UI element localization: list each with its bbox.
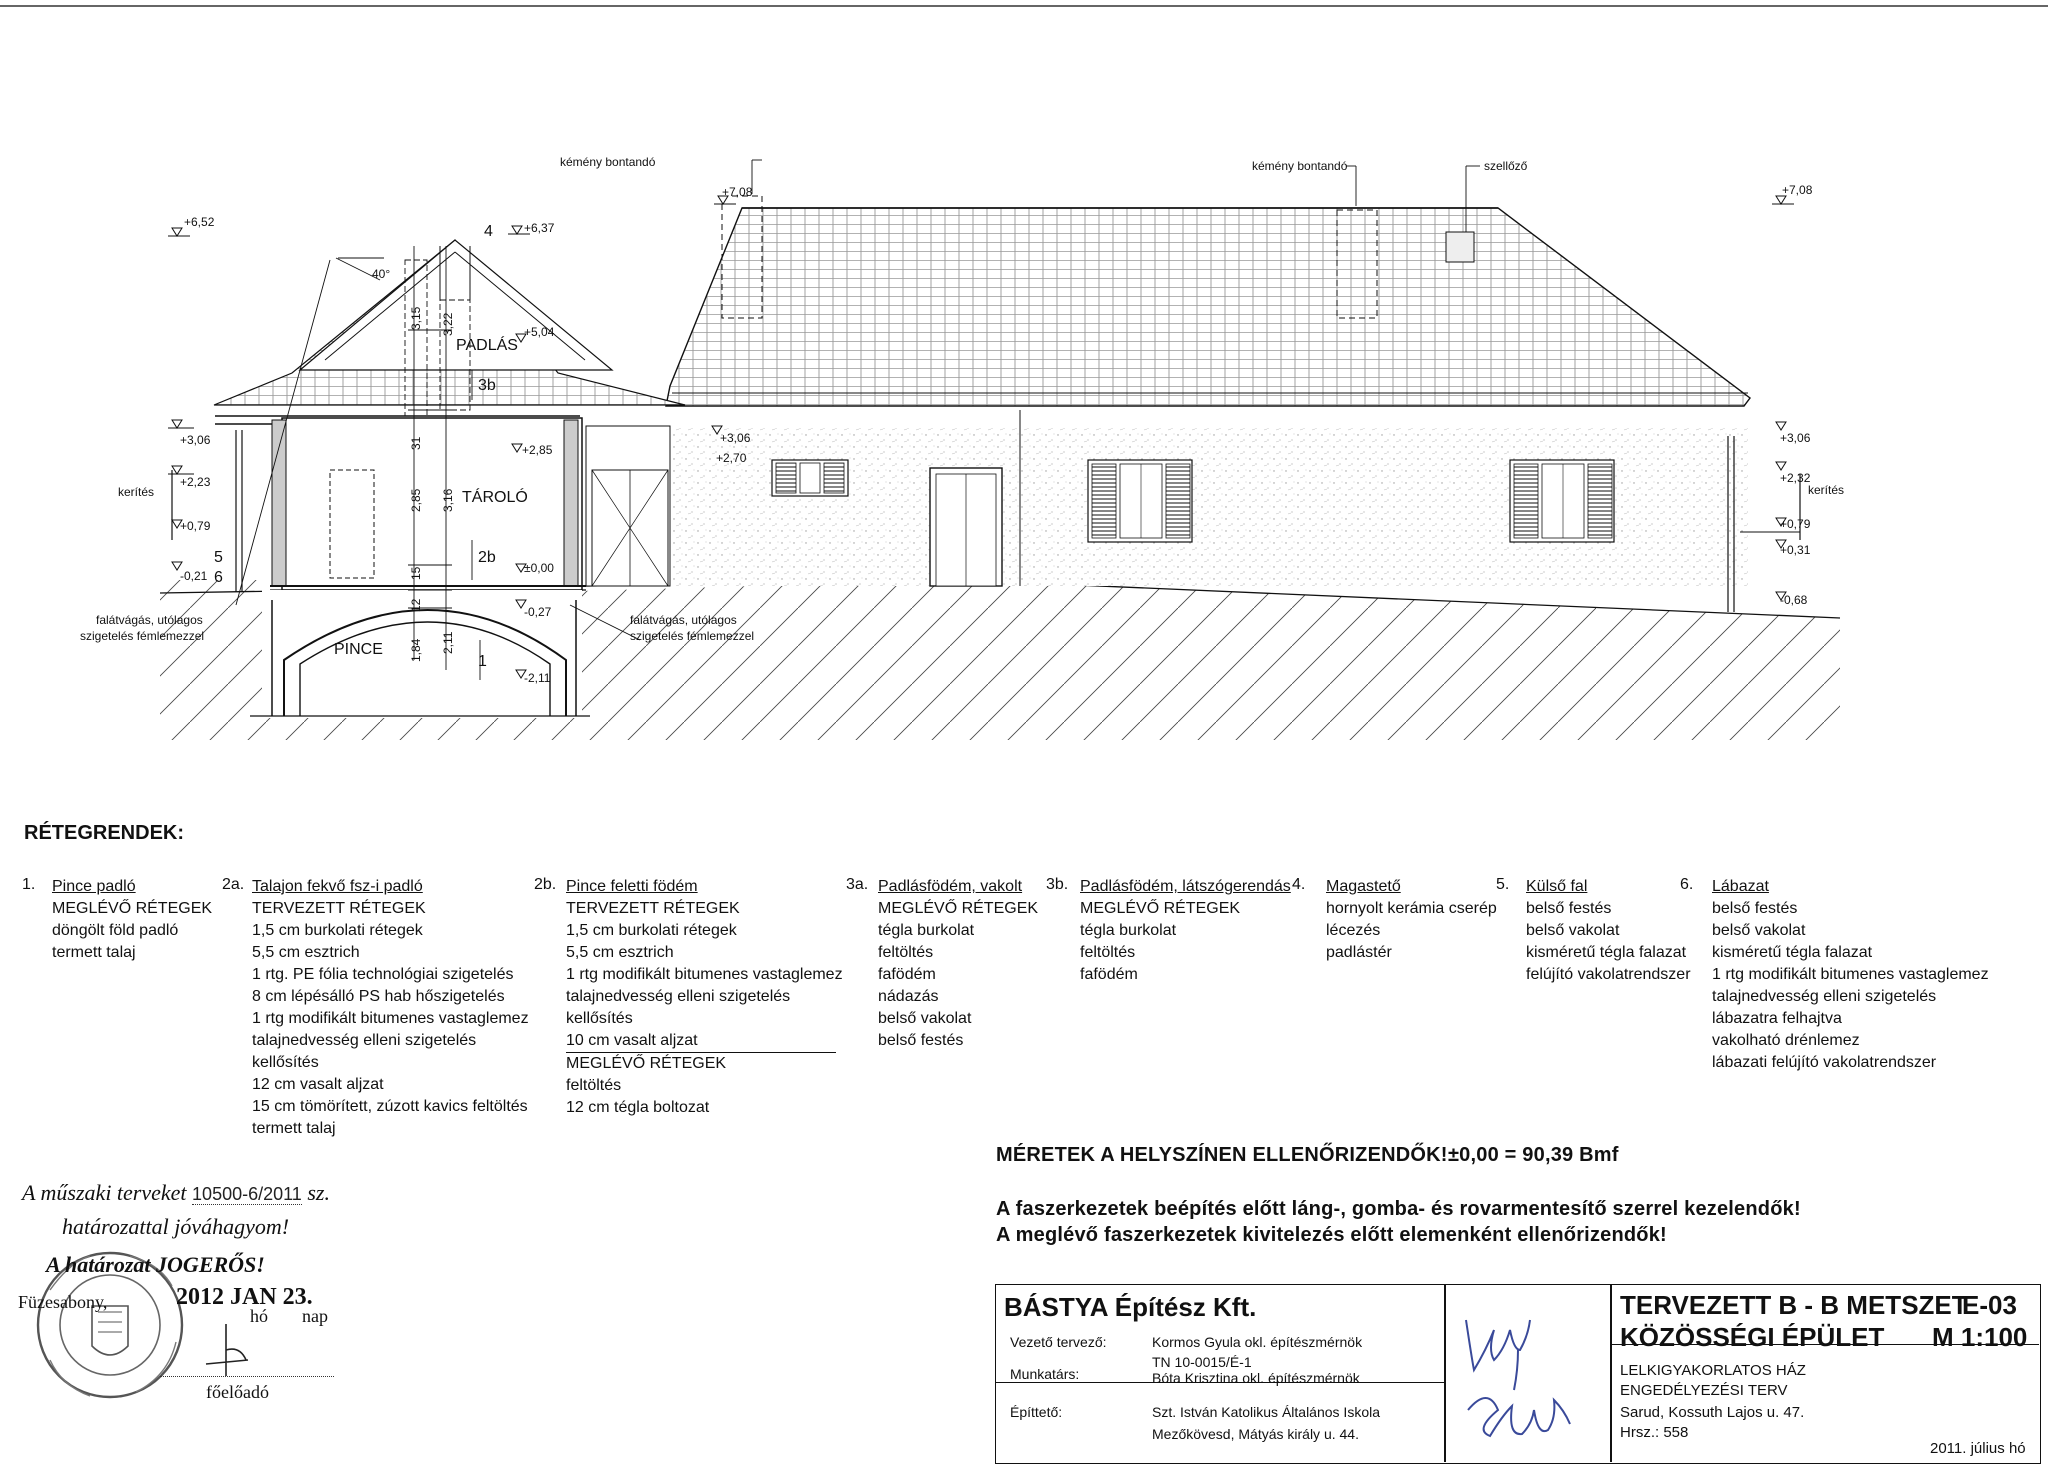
dim-15: 15 xyxy=(409,566,423,580)
dim-3-15: 3,15 xyxy=(409,306,423,330)
insulation-left-line1: falátvágás, utólagos xyxy=(96,613,203,627)
project-line2: ENGEDÉLYEZÉSI TERV xyxy=(1620,1382,1788,1399)
layer-line: felújító vakolatrendszer xyxy=(1526,966,1691,983)
layer-line: 10 cm vasalt aljzat xyxy=(566,1032,698,1049)
stamp-role: főelőadó xyxy=(206,1382,269,1402)
dim-2-85: 2,85 xyxy=(409,488,423,512)
marker-4: 4 xyxy=(484,223,493,240)
level-7-08-b: +7,08 xyxy=(1782,183,1813,197)
layer-line: lécezés xyxy=(1326,922,1381,939)
layer-column xyxy=(252,876,529,1140)
layer-line: feltöltés xyxy=(1080,944,1136,961)
signature-icon xyxy=(1448,1290,1606,1456)
dim-3-22: 3,22 xyxy=(441,312,455,336)
layer-line: termett talaj xyxy=(52,944,136,961)
layers-heading: RÉTEGRENDEK: xyxy=(24,822,185,844)
dim-1-84: 1,84 xyxy=(409,638,423,662)
stamp-line2: határozattal jóváhagyom! xyxy=(62,1214,290,1239)
layer-line: 1 rtg. PE fólia technológiai szigetelés xyxy=(252,966,514,983)
layer-line: kisméretű tégla falazat xyxy=(1526,944,1687,961)
stamp-signature-icon xyxy=(196,1320,256,1380)
title-block-divider-2 xyxy=(1610,1284,1612,1462)
stamp-ref: 10500-6/2011 xyxy=(192,1184,302,1204)
dim-2-11: 2,11 xyxy=(441,631,455,654)
layer-column xyxy=(566,876,843,1119)
insulation-mid-line2: szigetelés fémlemezzel xyxy=(630,629,755,643)
stamp-date: 2012 JAN 23. xyxy=(176,1284,313,1310)
stamp-day-suffix: nap xyxy=(302,1306,328,1326)
layer-line: feltöltés xyxy=(878,944,934,961)
dim-12: 12 xyxy=(409,598,423,612)
layer-number: 2a. xyxy=(222,876,245,893)
client-name: Szt. István Katolikus Általános Iskola xyxy=(1152,1404,1380,1420)
layer-line: kellősítés xyxy=(566,1010,633,1027)
layer-line: lábazatra felhajtva xyxy=(1712,1010,1842,1027)
level-6-52: +6,52 xyxy=(184,215,215,229)
level-2-85: +2,85 xyxy=(522,443,553,457)
level-0-79-b: +0,79 xyxy=(1780,517,1811,531)
project-line1: LELKIGYAKORLATOS HÁZ xyxy=(1620,1362,1806,1379)
level-2-70: +2,70 xyxy=(716,451,747,465)
layer-line: fafödém xyxy=(1080,966,1138,983)
layer-line: MEGLÉVŐ RÉTEGEK xyxy=(1080,900,1241,917)
entrance-door xyxy=(930,468,1002,586)
layer-line: talajnedvesség elleni szigetelés xyxy=(1712,988,1937,1005)
lead-reg: TN 10-0015/É-1 xyxy=(1152,1354,1252,1370)
note-datum: ±0,00 = 90,39 Bmf xyxy=(1448,1144,1619,1166)
layer-column xyxy=(1526,876,1694,986)
layer-line: 5,5 cm esztrich xyxy=(252,944,360,961)
window-1 xyxy=(772,460,848,496)
layer-number: 2b. xyxy=(534,876,557,893)
layer-line: TERVEZETT RÉTEGEK xyxy=(566,900,740,917)
layer-line: termett talaj xyxy=(252,1120,336,1137)
layer-line: belső festés xyxy=(878,1032,964,1049)
insulation-left-line2: szigetelés fémlemezzel xyxy=(80,629,205,643)
marker-5: 5 xyxy=(214,549,223,566)
layer-line: 12 cm vasalt aljzat xyxy=(252,1076,384,1093)
layer-title: Padlásfödém, látszógerendás xyxy=(1080,878,1291,895)
client-address: Mezőkövesd, Mátyás király u. 44. xyxy=(1152,1426,1359,1442)
layer-line: 1,5 cm burkolati rétegek xyxy=(566,922,737,939)
fence-left-label: kerítés xyxy=(118,485,155,499)
level-0-79-a: +0,79 xyxy=(180,519,211,533)
layer-line: lábazati felújító vakolatrendszer xyxy=(1712,1054,1937,1071)
layer-line: tégla burkolat xyxy=(1080,922,1177,939)
roof-angle: 40° xyxy=(372,267,391,281)
layer-line: 1 rtg modifikált bitumenes vastaglemez xyxy=(252,1010,529,1027)
level-0-31: +0,31 xyxy=(1780,543,1811,557)
layer-line: döngölt föld padló xyxy=(52,922,179,939)
layer-title: Pince feletti födém xyxy=(566,878,698,895)
layer-line: MEGLÉVŐ RÉTEGEK xyxy=(878,900,1039,917)
building-name: KÖZÖSSÉGI ÉPÜLET xyxy=(1620,1322,1885,1352)
marker-3b: 3b xyxy=(478,377,496,394)
layer-line: belső vakolat xyxy=(878,1010,972,1027)
level-minus-0-21: -0,21 xyxy=(180,569,208,583)
level-5-04: +5,04 xyxy=(524,325,555,339)
layer-line: 1 rtg modifikált bitumenes vastaglemez xyxy=(1712,966,1989,983)
layer-line: 5,5 cm esztrich xyxy=(566,944,674,961)
vent-label: szellőző xyxy=(1484,159,1528,173)
level-3-06-b: +3,06 xyxy=(720,431,751,445)
layer-line: MEGLÉVŐ RÉTEGEK xyxy=(566,1052,836,1075)
layer-line: belső festés xyxy=(1526,900,1612,917)
stamp-line3: A határozat JOGERŐS! xyxy=(46,1252,265,1277)
level-minus-2-11: -2,11 xyxy=(524,671,551,685)
layer-line: vakolható drénlemez xyxy=(1712,1032,1860,1049)
layer-title: Pince padló xyxy=(52,878,136,895)
layer-number: 6. xyxy=(1680,876,1694,893)
window-3 xyxy=(1510,460,1614,542)
level-3-06-a: +3,06 xyxy=(180,433,211,447)
window-2 xyxy=(1088,460,1192,542)
dim-31: 31 xyxy=(409,436,423,450)
note-wood-check: A meglévő faszerkezetek kivitelezés előtt elemenként ellenőrizendők! xyxy=(996,1224,1667,1246)
sheet-number: E-03 xyxy=(1962,1290,2017,1320)
layer-number: 4. xyxy=(1292,876,1306,893)
chimney-left-label: kémény bontandó xyxy=(560,155,656,169)
layer-column xyxy=(1326,876,1497,964)
plot-number: Hrsz.: 558 xyxy=(1620,1424,1689,1441)
layer-line: tégla burkolat xyxy=(878,922,975,939)
lead-name: Kormos Gyula okl. építészmérnök xyxy=(1152,1334,1363,1350)
level-minus-0-68: -0,68 xyxy=(1780,593,1808,607)
layer-line: MEGLÉVŐ RÉTEGEK xyxy=(52,900,213,917)
vent-icon xyxy=(1446,232,1474,262)
level-7-08-a: +7,08 xyxy=(722,185,753,199)
layer-line: 8 cm lépésálló PS hab hőszigetelés xyxy=(252,988,505,1005)
stamp-month-suffix: hó xyxy=(250,1306,268,1326)
layer-column xyxy=(52,876,212,964)
layer-line: feltöltés xyxy=(566,1077,622,1094)
level-minus-0-27: -0,27 xyxy=(524,605,552,619)
layer-line: nádazás xyxy=(878,988,939,1005)
layer-line: hornyolt kerámia cserép xyxy=(1326,900,1497,917)
stamp-place: Füzesabony, xyxy=(18,1292,108,1312)
level-0-00: ±0,00 xyxy=(524,561,554,575)
layer-line: kellősítés xyxy=(252,1054,319,1071)
layer-line: padlástér xyxy=(1326,944,1392,961)
fence-right-label: kerítés xyxy=(1808,483,1845,497)
main-roof xyxy=(666,208,1750,406)
layer-column xyxy=(1712,876,1989,1074)
layer-line: belső vakolat xyxy=(1526,922,1620,939)
stamp-line1-end: sz. xyxy=(307,1180,330,1205)
level-3-06-c: +3,06 xyxy=(1780,431,1811,445)
room-cellar: PINCE xyxy=(334,641,383,658)
sheet-title: TERVEZETT B - B METSZET xyxy=(1620,1290,1968,1320)
stamp-line1: A műszaki terveket xyxy=(22,1180,187,1205)
layer-line: belső vakolat xyxy=(1712,922,1806,939)
layer-column xyxy=(1080,876,1291,986)
client-label: Építtető: xyxy=(1010,1404,1063,1420)
layer-title: Talajon fekvő fsz-i padló xyxy=(252,878,423,895)
company-name: BÁSTYA Építész Kft. xyxy=(1004,1292,1257,1322)
layer-column xyxy=(878,876,1038,1052)
level-2-23: +2,23 xyxy=(180,475,211,489)
layer-line: talajnedvesség elleni szigetelés xyxy=(566,988,791,1005)
layer-line: belső festés xyxy=(1712,900,1798,917)
level-2-32: +2,32 xyxy=(1780,471,1811,485)
layer-line: fafödém xyxy=(878,966,936,983)
layer-line: kisméretű tégla falazat xyxy=(1712,944,1873,961)
marker-6: 6 xyxy=(214,569,223,586)
layer-line: TERVEZETT RÉTEGEK xyxy=(252,900,426,917)
layer-title: Lábazat xyxy=(1712,878,1769,895)
marker-2b: 2b xyxy=(478,549,496,566)
layer-line: 12 cm tégla boltozat xyxy=(566,1099,710,1116)
layer-title: Padlásfödém, vakolt xyxy=(878,878,1023,895)
layer-title: Külső fal xyxy=(1526,878,1588,895)
layer-line: talajnedvesség elleni szigetelés xyxy=(252,1032,477,1049)
lead-label: Vezető tervező: xyxy=(1010,1334,1107,1350)
level-6-37: +6,37 xyxy=(524,221,555,235)
layer-title: Magastető xyxy=(1326,878,1401,895)
layer-number: 3a. xyxy=(846,876,869,893)
room-attic: PADLÁS xyxy=(456,337,518,354)
title-block-divider-1 xyxy=(1444,1284,1446,1462)
marker-1: 1 xyxy=(478,653,487,670)
layer-line: 1 rtg modifikált bitumenes vastaglemez xyxy=(566,966,843,983)
layer-number: 3b. xyxy=(1046,876,1069,893)
layer-number: 1. xyxy=(22,876,36,893)
dim-3-16: 3,16 xyxy=(441,488,455,512)
layer-line: 1,5 cm burkolati rétegek xyxy=(252,922,423,939)
room-storage: TÁROLÓ xyxy=(462,489,528,506)
note-check-dims: MÉRETEK A HELYSZÍNEN ELLENŐRIZENDŐK! xyxy=(996,1144,1448,1166)
note-wood-treatment: A faszerkezetek beépítés előtt láng-, gomba- és rovarmentesítő szerrel kezelendők! xyxy=(996,1198,1801,1220)
layer-number: 5. xyxy=(1496,876,1510,893)
chimney-right-label: kémény bontandó xyxy=(1252,159,1348,173)
insulation-mid-line1: falátvágás, utólagos xyxy=(630,613,737,627)
plan-date: 2011. július hó xyxy=(1930,1440,2026,1457)
site-address: Sarud, Kossuth Lajos u. 47. xyxy=(1620,1404,1805,1421)
staff-label: Munkatárs: xyxy=(1010,1366,1080,1382)
layer-line: 15 cm tömörített, zúzott kavics feltöltés xyxy=(252,1098,528,1115)
staff-name: Bóta Krisztina okl. építészmérnök xyxy=(1152,1370,1360,1386)
scale: M 1:100 xyxy=(1932,1322,2028,1352)
